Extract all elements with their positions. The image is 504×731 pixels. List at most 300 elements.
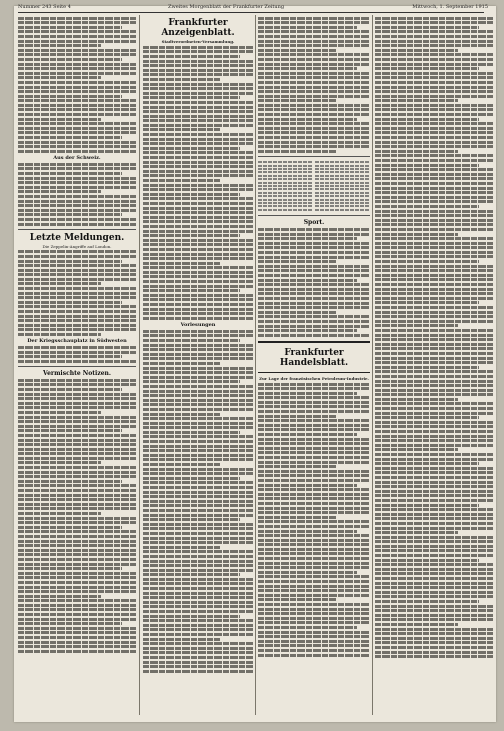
section-rule	[258, 215, 370, 216]
text-line	[375, 159, 493, 162]
text-line	[258, 539, 370, 542]
text-line	[375, 269, 493, 272]
text-line	[375, 164, 479, 167]
text-line	[258, 104, 370, 107]
text-line	[375, 131, 493, 134]
text-line	[143, 353, 253, 356]
text-line	[18, 641, 136, 644]
text-line	[18, 355, 122, 358]
text-line	[375, 623, 458, 626]
text-line	[143, 601, 253, 604]
text-line	[18, 278, 136, 281]
text-line	[18, 86, 136, 89]
text-line	[375, 416, 479, 419]
text-line	[315, 165, 370, 167]
text-line	[143, 64, 253, 67]
text-line	[375, 591, 493, 594]
text-line	[18, 150, 136, 153]
text-line	[258, 405, 370, 408]
text-line	[18, 443, 136, 446]
text-line	[18, 113, 136, 116]
text-line	[143, 253, 253, 256]
text-line	[258, 168, 313, 170]
text-line	[375, 315, 493, 318]
text-line	[375, 288, 493, 291]
text-line	[143, 555, 253, 558]
text-line	[18, 507, 136, 510]
text-line	[143, 582, 253, 585]
anzeigenblatt-sub: Stadtverordneten-Versammlung.	[161, 39, 235, 44]
text-line	[258, 202, 313, 204]
text-line	[258, 392, 357, 395]
text-line	[375, 637, 493, 640]
text-line	[143, 477, 240, 480]
text-line	[18, 287, 136, 290]
text-line	[375, 527, 493, 530]
section-rule	[18, 366, 136, 367]
text-line	[375, 191, 493, 194]
text-line	[375, 150, 458, 153]
text-line	[375, 430, 493, 433]
price-table	[258, 160, 370, 212]
text-line	[375, 214, 493, 217]
text-line	[143, 165, 253, 168]
text-line	[143, 592, 253, 595]
text-line	[18, 310, 136, 313]
text-line	[258, 199, 313, 201]
text-line	[18, 351, 136, 354]
text-line	[18, 576, 136, 579]
text-line	[143, 546, 220, 549]
text-line	[18, 58, 122, 61]
text-line	[18, 315, 136, 318]
text-line	[375, 237, 493, 240]
text-line	[315, 209, 370, 211]
text-line	[258, 40, 370, 43]
text-line	[258, 585, 370, 588]
text-line	[375, 572, 493, 575]
text-line	[18, 204, 136, 207]
text-line	[258, 608, 370, 611]
text-line	[143, 289, 240, 292]
text-line	[258, 479, 370, 482]
text-line	[143, 518, 240, 521]
text-line	[143, 50, 253, 53]
text-line	[18, 108, 136, 111]
text-line	[375, 141, 493, 144]
text-line	[143, 170, 253, 173]
text-line	[375, 347, 493, 350]
text-line	[143, 303, 253, 306]
text-line	[258, 136, 370, 139]
text-line	[258, 256, 370, 259]
text-line	[18, 622, 122, 625]
text-line	[143, 298, 253, 301]
text-line	[375, 196, 493, 199]
text-line	[375, 545, 493, 548]
text-line	[375, 113, 493, 116]
text-line	[143, 481, 253, 484]
text-line	[143, 362, 220, 365]
text-line	[258, 621, 370, 624]
text-line	[143, 179, 220, 182]
text-line	[258, 525, 370, 528]
text-line	[18, 181, 136, 184]
text-line	[258, 626, 357, 629]
text-line	[143, 431, 240, 434]
text-line	[143, 248, 253, 251]
text-line	[258, 292, 370, 295]
text-line	[258, 442, 370, 445]
text-line	[258, 465, 336, 468]
text-line	[375, 35, 493, 38]
text-line	[143, 271, 253, 274]
text-line	[375, 274, 493, 277]
text-line	[18, 30, 136, 33]
text-line	[258, 141, 370, 144]
text-line	[315, 192, 370, 194]
text-line	[375, 412, 493, 415]
text-line	[375, 559, 479, 562]
text-line	[375, 210, 493, 213]
text-line	[258, 315, 370, 318]
text-line	[18, 49, 136, 52]
text-line	[258, 534, 370, 537]
text-line	[18, 540, 136, 543]
text-line	[18, 416, 136, 419]
text-line	[375, 513, 493, 516]
text-line	[18, 388, 122, 391]
text-line	[18, 503, 136, 506]
text-line	[258, 283, 370, 286]
text-line	[143, 413, 220, 416]
text-line	[258, 17, 370, 20]
text-line	[18, 599, 136, 602]
text-line	[258, 396, 370, 399]
text-line	[258, 387, 370, 390]
table-column	[258, 160, 313, 212]
text-line	[375, 205, 479, 208]
text-line	[258, 49, 336, 52]
text-line	[375, 494, 493, 497]
column-1	[18, 15, 136, 715]
text-line	[143, 651, 253, 654]
text-line	[18, 141, 136, 144]
text-line	[258, 497, 370, 500]
text-line	[315, 161, 370, 163]
text-line	[258, 516, 336, 519]
text-line	[143, 615, 240, 618]
text-line	[18, 292, 136, 295]
text-line	[375, 127, 493, 130]
text-line	[143, 334, 253, 337]
text-line	[375, 531, 458, 534]
text-line	[143, 665, 253, 668]
text-line	[143, 69, 253, 72]
text-line	[18, 163, 136, 166]
text-line	[18, 35, 136, 38]
letzte-sub: Die Zeppelin-Angriffe auf London.	[42, 243, 112, 249]
text-line	[375, 255, 493, 258]
text-line	[258, 237, 357, 240]
text-line	[375, 425, 493, 428]
text-line	[258, 228, 370, 231]
text-line	[375, 614, 493, 617]
text-line	[143, 110, 253, 113]
text-line	[315, 185, 370, 187]
section-rule	[18, 229, 136, 230]
text-line	[143, 422, 253, 425]
text-line	[143, 308, 253, 311]
text-line	[375, 568, 493, 571]
text-line	[18, 544, 136, 547]
text-line	[143, 417, 253, 420]
text-line	[143, 486, 253, 489]
text-line	[375, 352, 493, 355]
text-line	[258, 150, 336, 153]
text-line	[258, 644, 370, 647]
text-line	[18, 604, 136, 607]
text-line	[258, 640, 370, 643]
text-line	[143, 83, 253, 86]
text-line	[143, 197, 253, 200]
text-line	[18, 209, 136, 212]
text-line	[18, 269, 136, 272]
column-2	[143, 15, 253, 715]
text-line	[258, 63, 370, 66]
text-line	[375, 517, 493, 520]
text-line	[18, 425, 136, 428]
column-divider	[255, 15, 256, 715]
text-line	[375, 393, 493, 396]
text-line	[258, 145, 370, 148]
text-line	[18, 255, 136, 258]
section-rule	[258, 156, 370, 157]
text-line	[375, 481, 493, 484]
text-line	[18, 17, 136, 20]
text-line	[143, 605, 253, 608]
text-line	[258, 297, 370, 300]
text-line	[375, 366, 479, 369]
text-line	[143, 78, 220, 81]
text-line	[375, 357, 493, 360]
text-line	[143, 596, 253, 599]
text-line	[375, 618, 493, 621]
text-line	[18, 627, 136, 630]
text-line	[258, 242, 370, 245]
text-line	[18, 636, 136, 639]
text-line	[258, 246, 370, 249]
text-line	[18, 586, 136, 589]
text-line	[375, 370, 493, 373]
text-line	[258, 635, 370, 638]
text-line	[258, 30, 370, 33]
text-line	[375, 306, 493, 309]
text-line	[18, 72, 136, 75]
text-line	[375, 324, 458, 327]
boxed-heading	[258, 341, 370, 373]
text-line	[143, 426, 253, 429]
text-line	[315, 182, 370, 184]
text-line	[18, 434, 136, 437]
text-line	[375, 297, 493, 300]
text-line	[375, 86, 493, 89]
text-line	[143, 578, 253, 581]
text-line	[258, 617, 370, 620]
text-line	[258, 598, 336, 601]
text-line	[18, 631, 136, 634]
text-line	[375, 605, 493, 608]
anzeigenblatt-heading: Frankfurter Anzeigenblatt.	[161, 18, 235, 38]
text-line	[258, 552, 370, 555]
text-line	[143, 73, 253, 76]
text-line	[375, 67, 479, 70]
text-line	[18, 572, 136, 575]
text-line	[258, 44, 370, 47]
text-line	[375, 595, 493, 598]
text-line	[143, 220, 253, 223]
text-line	[143, 638, 220, 641]
text-line	[375, 655, 493, 658]
text-line	[143, 509, 253, 512]
text-line	[18, 319, 136, 322]
text-line	[18, 218, 136, 221]
text-line	[375, 329, 493, 332]
text-line	[18, 411, 101, 414]
text-line	[18, 264, 136, 267]
text-line	[375, 453, 493, 456]
text-line	[18, 379, 136, 382]
text-line	[143, 106, 253, 109]
text-line	[375, 554, 493, 557]
text-line	[375, 632, 493, 635]
text-line	[258, 594, 370, 597]
text-line	[258, 612, 370, 615]
text-line	[258, 589, 370, 592]
text-line	[375, 76, 493, 79]
text-line	[258, 507, 370, 510]
vorlesungen-heading: Vorlesungen	[180, 321, 216, 328]
text-line	[258, 265, 370, 268]
text-line	[143, 564, 253, 567]
text-line	[258, 233, 370, 236]
column-divider	[139, 15, 140, 715]
text-line	[143, 230, 253, 233]
text-line	[18, 186, 136, 189]
text-line	[143, 330, 253, 333]
text-line	[143, 523, 253, 526]
text-line	[258, 415, 336, 418]
text-line	[18, 99, 136, 102]
text-line	[375, 577, 493, 580]
text-line	[143, 92, 253, 95]
text-line	[143, 147, 240, 150]
text-line	[143, 449, 253, 452]
text-line	[18, 118, 101, 121]
text-line	[143, 408, 253, 411]
text-line	[258, 113, 370, 116]
text-line	[18, 530, 136, 533]
text-line	[18, 190, 101, 193]
text-line	[258, 131, 370, 134]
text-line	[18, 136, 122, 139]
text-line	[143, 266, 253, 269]
column-3	[258, 15, 370, 715]
text-line	[143, 647, 253, 650]
text-line	[375, 81, 493, 84]
text-line	[375, 439, 493, 442]
text-line	[258, 67, 357, 70]
text-line	[375, 600, 479, 603]
text-line	[258, 90, 370, 93]
text-line	[258, 447, 370, 450]
text-line	[258, 520, 370, 523]
text-line	[18, 590, 136, 593]
text-line	[258, 279, 357, 282]
text-line	[375, 499, 493, 502]
text-line	[258, 580, 370, 583]
text-line	[143, 128, 220, 131]
text-line	[18, 21, 136, 24]
text-line	[258, 302, 370, 305]
text-line	[375, 63, 493, 66]
text-line	[18, 480, 122, 483]
text-line	[258, 433, 357, 436]
text-line	[375, 609, 493, 612]
text-line	[258, 511, 370, 514]
text-line	[258, 274, 370, 277]
text-line	[143, 440, 253, 443]
text-line	[18, 595, 101, 598]
text-line	[258, 424, 370, 427]
text-line	[375, 108, 493, 111]
text-line	[375, 17, 493, 20]
text-line	[258, 171, 313, 173]
text-line	[375, 563, 493, 566]
paper-title: Zweites Morgenblatt der Frankfurter Zeitung	[168, 4, 285, 10]
text-line	[143, 161, 253, 164]
text-line	[258, 99, 336, 102]
text-line	[258, 438, 370, 441]
text-line	[375, 476, 493, 479]
text-line	[143, 587, 253, 590]
text-line	[258, 26, 357, 29]
text-line	[143, 133, 253, 136]
text-line	[18, 195, 136, 198]
text-line	[258, 456, 370, 459]
text-line	[315, 205, 370, 207]
text-line	[375, 471, 493, 474]
text-line	[143, 119, 253, 122]
text-line	[315, 175, 370, 177]
text-line	[143, 138, 253, 141]
text-line	[258, 320, 370, 323]
text-line	[258, 325, 370, 328]
text-line	[18, 475, 136, 478]
text-line	[18, 346, 136, 349]
text-line	[18, 549, 136, 552]
text-line	[143, 344, 253, 347]
text-line	[18, 452, 136, 455]
text-line	[143, 294, 253, 297]
text-line	[258, 288, 370, 291]
text-line	[143, 151, 253, 154]
text-line	[375, 44, 493, 47]
page-number: Nummer 243 Seite 4	[18, 4, 71, 10]
text-line	[258, 195, 313, 197]
text-line	[143, 380, 240, 383]
text-line	[258, 72, 370, 75]
